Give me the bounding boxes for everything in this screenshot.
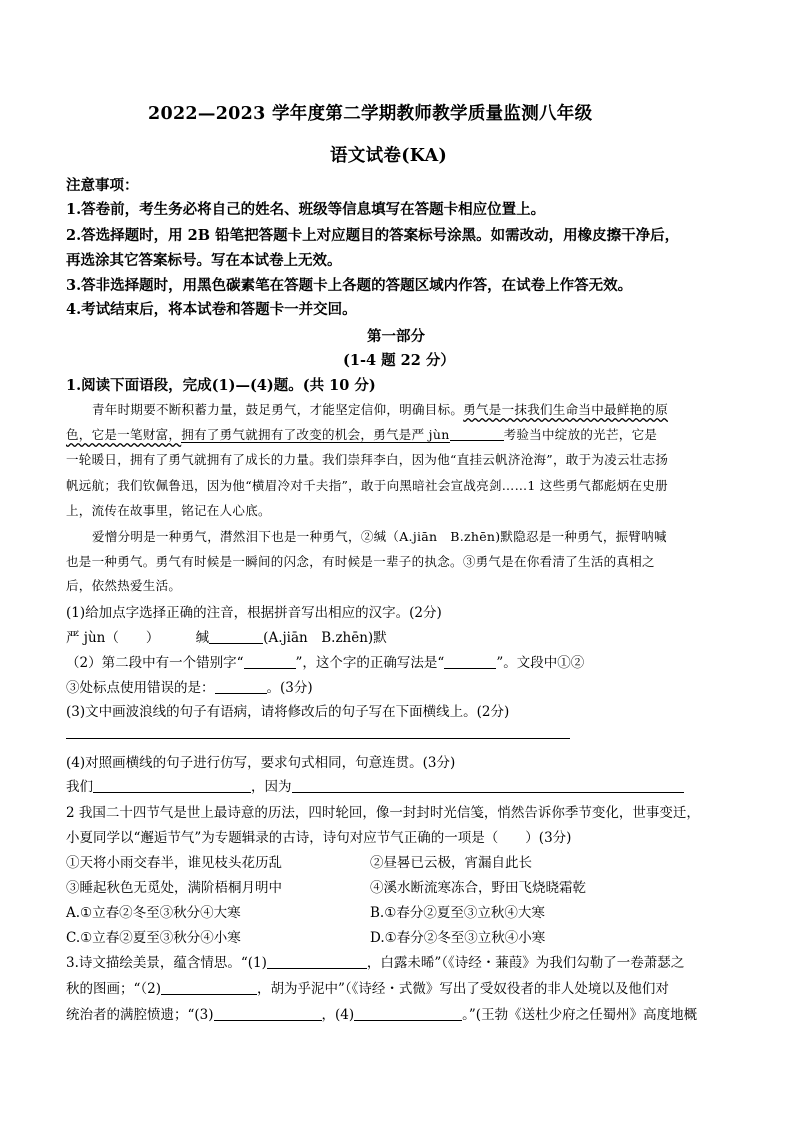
marker-2: ②	[360, 529, 374, 544]
note-2a: 2.答选择题时，用 2B 铅笔把答题卡上对应题目的答案标号涂黑。如需改动，用橡皮擦干净后，	[66, 227, 680, 244]
notes-heading: 注意事项：	[66, 177, 139, 194]
answer-options: (A.jiān B.zhēn)默	[263, 630, 387, 646]
subq-1-answers	[66, 626, 387, 646]
passage-p2-line1	[92, 527, 667, 545]
subq-2-text: ③处标点使用错误的是：	[66, 680, 215, 696]
answer-blank[interactable]	[209, 629, 263, 644]
exam-title: 2022—2023 学年度第二学期教师教学质量监测八年级	[148, 104, 593, 124]
wavy-sentence-end: 色，它是一笔财富，	[66, 427, 182, 442]
imitation-blank-2[interactable]	[292, 778, 684, 793]
q3-blank-3[interactable]	[214, 1006, 322, 1021]
exam-subtitle: 语文试卷(KA)	[330, 146, 448, 166]
q2-poem-4: ④溪水断流寒冻合，野田飞烧晓霜乾	[370, 880, 586, 896]
q3-text: 3.诗文描绘美景，蕴含情思。“(1)	[66, 955, 267, 971]
q2-option-c[interactable]: C.①立春②夏至③秋分④小寒	[66, 930, 241, 946]
note-2b: 再选涂其它答案标号。写在本试卷上无效。	[66, 252, 342, 269]
passage-p1-line1	[92, 400, 668, 418]
passage-text: 爱憎分明是一种勇气，潸然泪下也是一种勇气，	[92, 529, 361, 544]
q2-line1: 2 我国二十四节气是世上最诗意的历法，四时轮回，像一封封时光信笺，悄然告诉你季节变化，世事变迁，	[66, 805, 700, 821]
passage-text: 也是一种勇气。勇气有时候是一瞬间的闪念，有时候是一辈子的执念。	[66, 554, 463, 569]
note-1: 1.答卷前，考生务必将自己的姓名、班级等信息填写在答题卡相应位置上。	[66, 201, 546, 218]
q2-option-b[interactable]: B.①春分②夏至③立秋④大寒	[370, 905, 545, 921]
q3-text: 秋的图画；“（2)	[66, 981, 162, 997]
answer-jun: 严 jùn（ ）	[66, 630, 160, 646]
subq-3: (3)文中画波浪线的句子有语病，请将修改后的句子写在下面横线上。(2分)	[66, 704, 510, 720]
q3-blank-1[interactable]	[267, 954, 367, 969]
q1-stem: 1.阅读下面语段，完成(1)—(4)题。(共 10 分)	[66, 377, 376, 394]
subq-2-text: （2）第二段中有一个错别字“	[66, 655, 244, 671]
passage-text: 青年时期要不断积蓄力量，鼓足勇气，才能坚定信仰，明确目标。	[92, 402, 464, 417]
q3-line3	[66, 1003, 697, 1023]
passage-text: 勇气是在你看清了生活的真相之	[475, 554, 655, 569]
passage-text: 考验当中绽放的光芒，它是	[503, 427, 658, 442]
passage-text: 缄（A.jiān B.zhēn)默隐忍是一种勇气，振臂呐喊	[373, 529, 667, 544]
q2-option-d[interactable]: D.①春分②冬至③立秋④小寒	[370, 930, 546, 946]
passage-p2-line3: 后，依然热爱生活。	[66, 578, 182, 593]
punctuation-blank[interactable]	[215, 679, 267, 694]
subq-4: (4)对照画横线的句子进行仿写，要求句式相同，句意连贯。(3分)	[66, 755, 456, 771]
subq-2-line2	[66, 676, 313, 696]
q2-poem-2: ②昼晷已云极，宵漏自此长	[370, 855, 532, 871]
q3-text: ，(4)	[321, 1007, 355, 1023]
char-jian: 缄	[195, 630, 210, 646]
correct-char-blank[interactable]	[444, 654, 496, 669]
q3-blank-2[interactable]	[161, 980, 257, 995]
subq-4-text: 我们	[66, 779, 93, 795]
q3-line1	[66, 951, 684, 971]
subq-4-text: ，因为	[251, 779, 292, 795]
wrong-char-blank[interactable]	[244, 654, 296, 669]
part-name: 第一部分	[367, 328, 425, 345]
q3-text: ，胡为乎泥中”（《诗经・式微》写出了受奴役者的非人处境以及他们对	[257, 981, 669, 997]
subq-4-answer	[66, 775, 684, 795]
passage-p1-line5: 上，流传在故事里，铭记在人心底。	[66, 503, 271, 518]
subq-2-text: 。(3分)	[266, 680, 313, 696]
q3-text: ，白露未晞”（《诗经・蒹葭》为我们勾勒了一卷萧瑟之	[366, 955, 685, 971]
subq-3-answer-line[interactable]	[66, 738, 570, 739]
imitation-blank-1[interactable]	[93, 778, 251, 793]
subq-1: (1)给加点字选择正确的注音，根据拼音写出相应的汉字。(2分)	[66, 605, 442, 621]
note-4: 4.考试结束后，将本试卷和答题卡一并交回。	[66, 301, 357, 318]
marker-3: ③	[462, 554, 476, 569]
subq-2-line1	[66, 651, 584, 671]
q3-blank-4[interactable]	[354, 1006, 462, 1021]
q2-line2: 小夏同学以“邂逅节气”为专题辑录的古诗，诗句对应节气正确的一项是（ ）(3分)	[66, 830, 572, 846]
q3-line2	[66, 977, 669, 997]
q3-text: 统治者的满腔愤遗；“(3)	[66, 1007, 214, 1023]
wavy-sentence: 勇气是一抹我们生命当中最鲜艳的原	[463, 402, 669, 417]
passage-p1-line3: 一轮暖日，拥有了勇气就拥有了成长的力量。我们崇拜李白，因为他“直挂云帆济沧海”，敢于为凌云壮志扬	[66, 452, 669, 467]
q2-poem-1: ①天将小雨交春半，谁见枝头花历乱	[66, 855, 282, 871]
q2-poem-3: ③睡起秋色无觅处，满阶梧桐月明中	[66, 880, 282, 896]
q2-option-a[interactable]: A.①立春②冬至③秋分④大寒	[66, 905, 241, 921]
q3-text: 。”(王勃《送杜少府之任蜀州》高度地概	[462, 1007, 698, 1023]
passage-p1-line4: 帆远航；我们钦佩鲁迅，因为他“横眉冷对千夫指”，敢于向黑暗社会宣战亮剑……1 这些勇气都彪炳在史册	[66, 478, 668, 493]
note-3: 3.答非选择题时，用黑色碳素笔在答题卡上各题的答题区域内作答，在试卷上作答无效。	[66, 277, 633, 294]
pinyin-blank[interactable]	[450, 426, 504, 441]
underlined-sentence: 拥有了勇气就拥有了改变的机会，勇气是严 jùn	[181, 427, 450, 442]
subq-2-text: ”，这个字的正确写法是“	[295, 655, 445, 671]
part-range: (1-4 题 22 分）	[343, 352, 455, 369]
passage-p1-line2	[66, 425, 657, 443]
subq-2-text: ”。文段中①②	[496, 655, 585, 671]
passage-p2-line2	[66, 552, 655, 570]
